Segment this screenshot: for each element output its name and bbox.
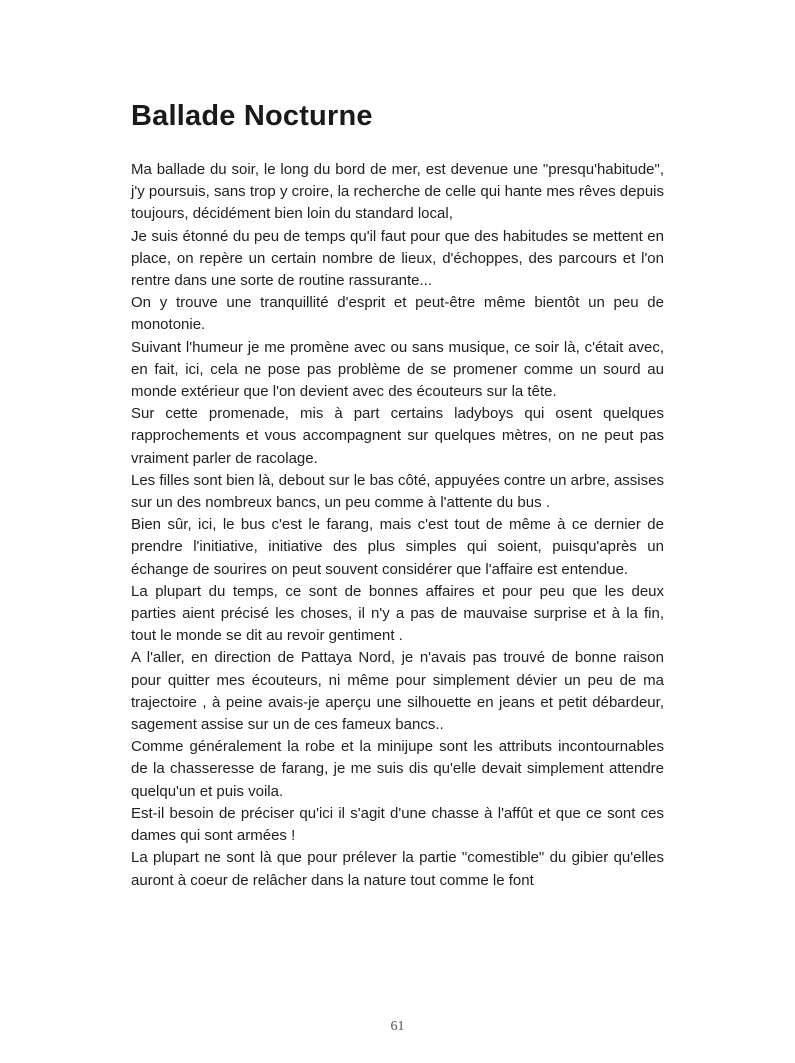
- paragraph: La plupart ne sont là que pour prélever la partie "comestible" du gibier qu'elles auront à coeur de relâcher dans la nature tout comme le font: [131, 849, 664, 889]
- paragraph: Sur cette promenade, mis à part certains ladyboys qui osent quelques rapprochements et vous accompagnent sur quelques mètres, on ne peut pas vraiment parler de racolage.: [131, 405, 664, 467]
- paragraph: Je suis étonné du peu de temps qu'il faut pour que des habitudes se mettent en place, on repère un certain nombre de lieux, d'échoppes, des parcours et l'on rentre dans une sorte de routine rassurante...: [131, 227, 664, 290]
- paragraph: A l'aller, en direction de Pattaya Nord, je n'avais pas trouvé de bonne raison pour quitter mes écouteurs, ni même pour simplement dévier un peu de ma trajectoire , à peine avais-je aperçu une silhouette en jeans et petit débardeur, sagement assise sur un de ces fameux bancs..: [131, 649, 664, 734]
- paragraph: On y trouve une tranquillité d'esprit et peut-être même bientôt un peu de monotonie.: [131, 294, 664, 334]
- paragraph: Comme généralement la robe et la minijupe sont les attributs incontournables de la chasseresse de farang, je me suis dis qu'elle devait simplement attendre quelqu'un et puis voila.: [131, 738, 664, 800]
- paragraph: La plupart du temps, ce sont de bonnes affaires et pour peu que les deux parties aient précisé les choses, il n'y a pas de mauvaise surprise et à la fin, tout le monde se dit au revoir gentiment .: [131, 582, 664, 645]
- page-footer: [0, 1017, 795, 1035]
- page-title: Ballade Nocturne: [131, 100, 373, 132]
- page-content: [131, 0, 664, 892]
- paragraph: Est-il besoin de préciser qu'ici il s'agit d'une chasse à l'affût et que ce sont ces dames qui sont armées !: [131, 804, 664, 845]
- paragraph: Bien sûr, ici, le bus c'est le farang, mais c'est tout de même à ce dernier de prendre l'initiative, initiative des plus simples qui soient, puisqu'après un échange de sourires on peut souvent considérer que l'affaire est entendue.: [131, 516, 664, 578]
- paragraph: Ma ballade du soir, le long du bord de mer, est devenue une "presqu'habitude", j'y poursuis, sans trop y croire, la recherche de celle qui hante mes rêves depuis toujours, décidément bien loin du standard local,: [131, 161, 664, 223]
- paragraph: Suivant l'humeur je me promène avec ou sans musique, ce soir là, c'était avec, en fait, ici, cela ne pose pas problème de se promener comme un sourd au monde extérieur que l'on devient avec des écouteurs sur la tête.: [131, 338, 664, 401]
- paragraph: Les filles sont bien là, debout sur le bas côté, appuyées contre un arbre, assises sur un des nombreux bancs, un peu comme à l'attente du bus .: [131, 471, 664, 512]
- page-number: 61: [390, 1019, 405, 1034]
